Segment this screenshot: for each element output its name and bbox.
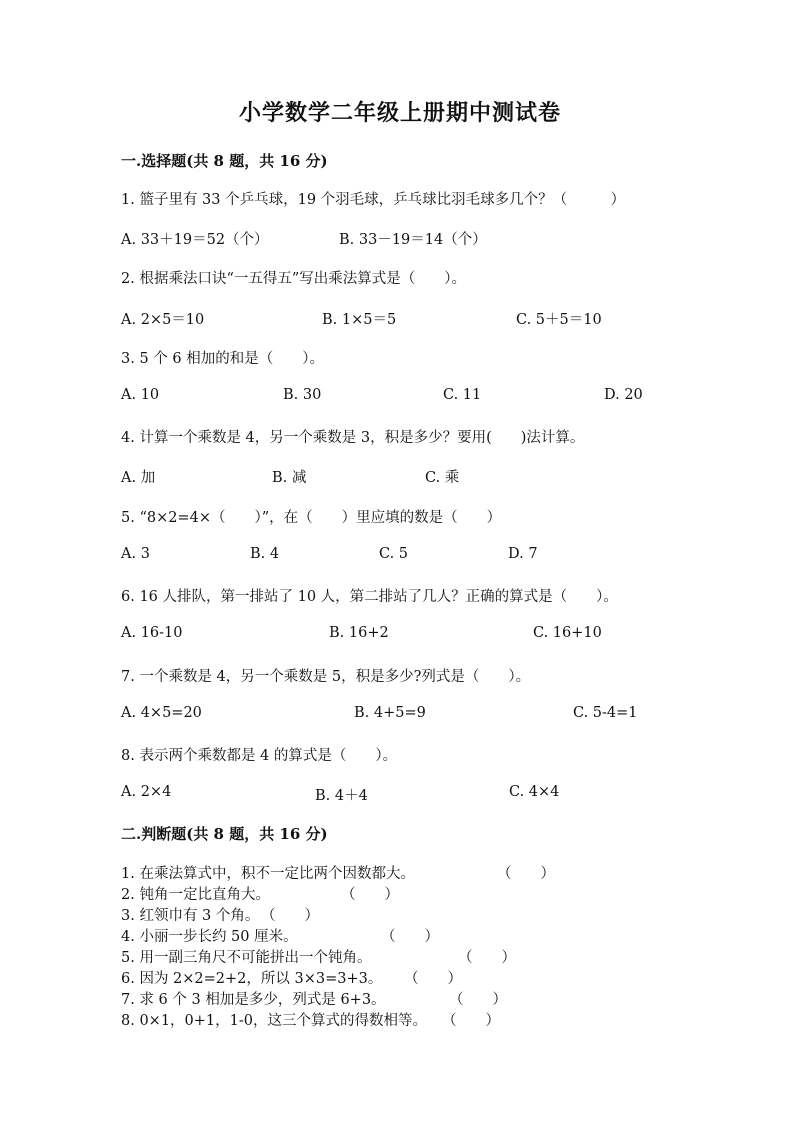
question-4: 4. 计算一个乘数是 4，另一个乘数是 3，积是多少？要用( )法计算。 [121,430,585,446]
judgement-item-5-answer-blank: （ ） [458,950,516,966]
question-2-option-c: C. 5＋5＝10 [516,312,602,328]
question-3-option-b: B. 30 [283,387,322,403]
judgement-item-5: 5. 用一副三角尺不可能拼出一个钝角。 [121,950,372,966]
question-5-option-c: C. 5 [379,546,409,562]
question-7: 7. 一个乘数是 4，另一个乘数是 5，积是多少?列式是（ ）。 [121,669,531,685]
judgement-item-4: 4. 小丽一步长约 50 厘米。 [121,929,298,945]
judgement-item-8: 8. 0×1，0+1，1-0，这三个算式的得数相等。 [121,1013,427,1029]
section-heading-choice: 一.选择题(共 8 题，共 16 分) [121,152,328,170]
judgement-item-7: 7. 求 6 个 3 相加是多少，列式是 6+3。 [121,992,386,1008]
judgement-item-8-answer-blank: （ ） [442,1013,500,1029]
judgement-item-2: 2. 钝角一定比直角大。 [121,887,270,903]
question-1: 1. 篮子里有 33 个乒乓球，19 个羽毛球，乒乓球比羽毛球多几个？（ ） [121,192,626,208]
question-1-option-b: B. 33－19＝14（个） [339,232,487,248]
question-6-option-a: A. 16-10 [121,625,183,641]
judgement-item-4-answer-blank: （ ） [381,929,439,945]
question-4-option-c: C. 乘 [425,470,460,486]
page-title: 小学数学二年级上册期中测试卷 [238,100,561,126]
question-3-option-a: A. 10 [121,387,160,403]
judgement-item-3-answer-blank: （ ） [261,908,319,924]
judgement-item-1: 1. 在乘法算式中，积不一定比两个因数都大。 [121,866,415,882]
question-8: 8. 表示两个乘数都是 4 的算式是（ ）。 [121,748,398,764]
question-7-option-c: C. 5-4=1 [573,705,638,721]
question-4-option-a: A. 加 [121,470,156,486]
question-2: 2. 根据乘法口诀“一五得五”写出乘法算式是（ ）。 [121,271,467,287]
question-3-option-d: D. 20 [604,387,643,403]
question-6-option-c: C. 16+10 [533,625,602,641]
judgement-item-6: 6. 因为 2×2=2+2，所以 3×3=3+3。 [121,971,383,987]
question-8-option-a: A. 2×4 [121,784,172,800]
question-4-option-b: B. 减 [272,470,307,486]
question-7-option-a: A. 4×5=20 [121,705,202,721]
question-5-option-d: D. 7 [508,546,538,562]
question-8-option-c: C. 4×4 [509,784,560,800]
question-3-option-c: C. 11 [443,387,482,403]
question-2-option-b: B. 1×5＝5 [322,312,397,328]
judgement-item-1-answer-blank: （ ） [497,866,555,882]
section-heading-true-false: 二.判断题(共 8 题，共 16 分) [121,825,328,843]
question-1-option-a: A. 33＋19＝52（个） [121,232,269,248]
question-5-option-a: A. 3 [121,546,150,562]
question-6-option-b: B. 16+2 [329,625,389,641]
question-2-option-a: A. 2×5＝10 [121,312,205,328]
judgement-item-3: 3. 红领巾有 3 个角。 [121,908,260,924]
question-8-option-b: B. 4＋4 [315,788,368,804]
judgement-item-2-answer-blank: （ ） [341,887,399,903]
judgement-item-7-answer-blank: （ ） [449,992,507,1008]
question-6: 6. 16 人排队，第一排站了 10 人，第二排站了几人？正确的算式是（ ）。 [121,589,618,605]
judgement-item-6-answer-blank: （ ） [404,971,462,987]
question-5: 5. “8×2=4×（ ）”，在（ ）里应填的数是（ ） [121,510,502,526]
question-5-option-b: B. 4 [250,546,280,562]
question-7-option-b: B. 4+5=9 [354,705,426,721]
question-3: 3. 5 个 6 相加的和是（ ）。 [121,351,324,367]
